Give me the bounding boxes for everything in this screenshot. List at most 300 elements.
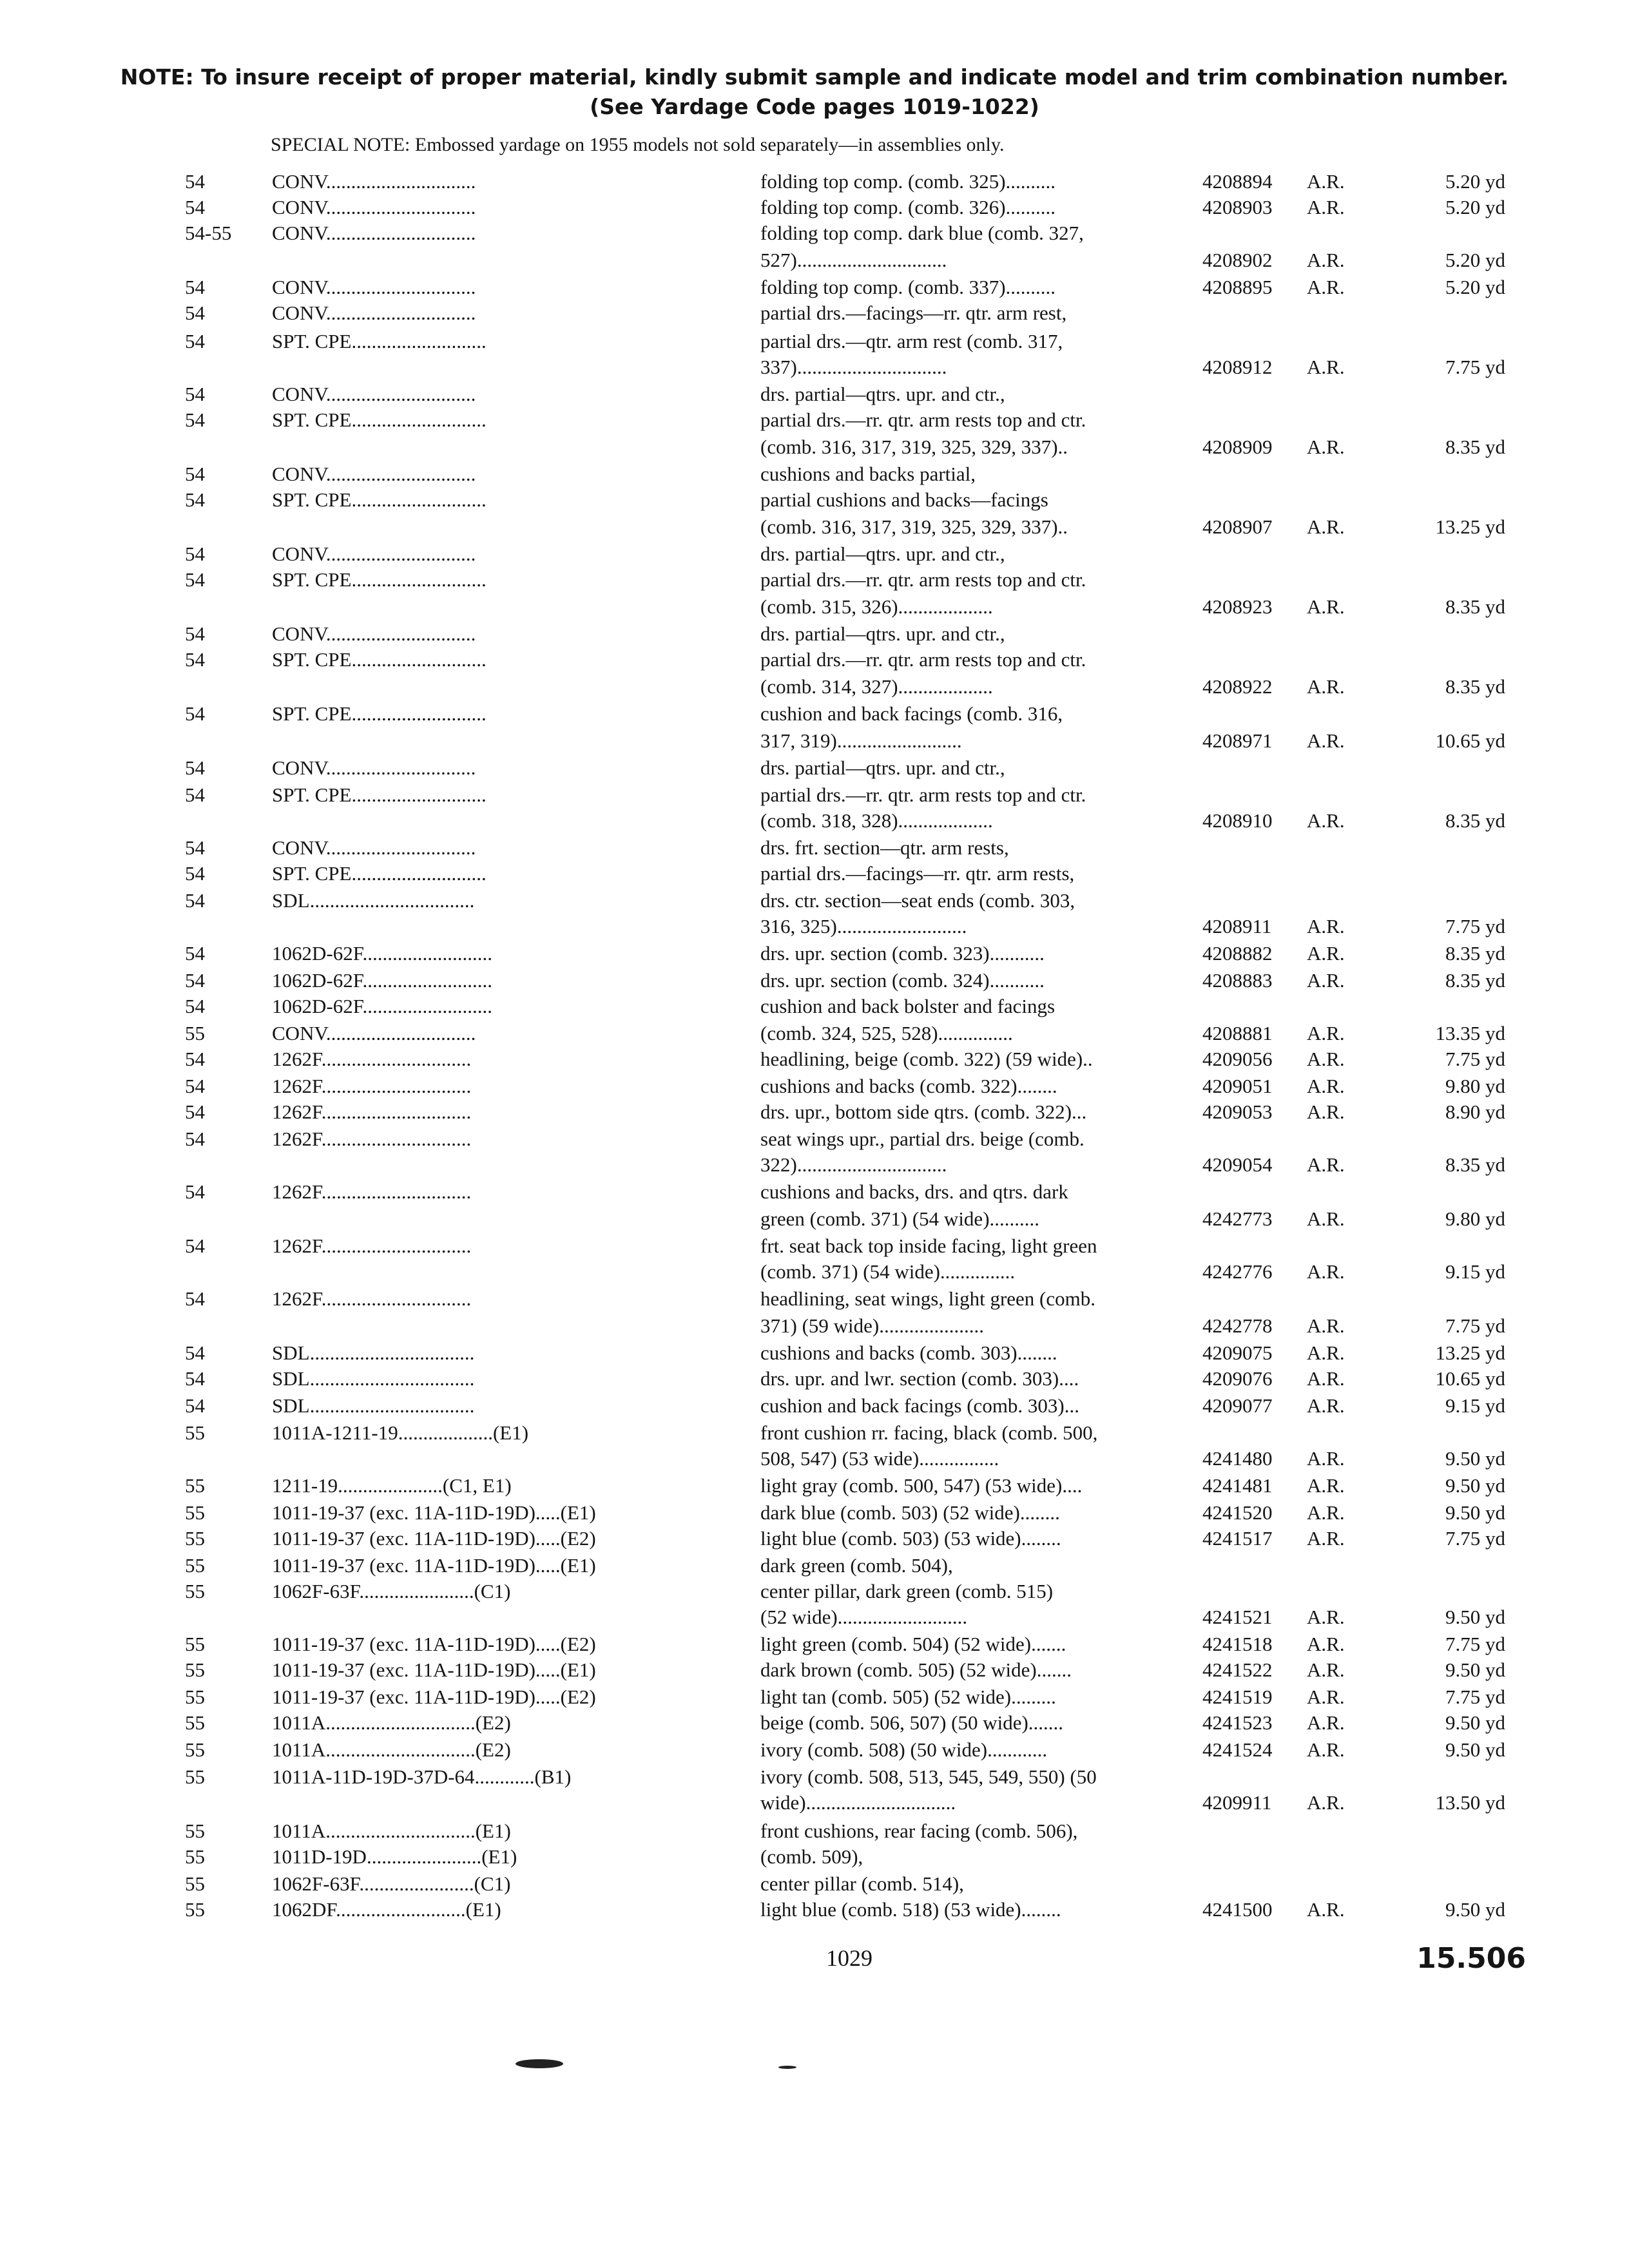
part-number-cell: 4241520 <box>1202 1501 1273 1524</box>
description-cell: beige (comb. 506, 507) (50 wide)....... <box>760 1711 1064 1734</box>
yardage-cell: 8.35 yd <box>1445 969 1505 992</box>
model-cell: SPT. CPE........................... <box>272 648 487 671</box>
model-cell: 1262F.............................. <box>272 1235 472 1257</box>
part-number-cell: 4208910 <box>1202 809 1273 832</box>
quantity-cell: A.R. <box>1307 1048 1345 1070</box>
part-number-cell: 4208909 <box>1202 436 1273 458</box>
quantity-cell: A.R. <box>1307 1153 1345 1176</box>
table-row <box>0 1286 1629 1312</box>
year-cell: 55 <box>185 1898 205 1921</box>
part-number-cell: 4241480 <box>1202 1447 1273 1470</box>
description-cell: center pillar, dark green (comb. 515) <box>760 1580 1054 1602</box>
model-cell: 1011-19-37 (exc. 11A-11D-19D).....(E1) <box>272 1554 596 1577</box>
table-row <box>0 755 1629 781</box>
part-number-cell: 4209077 <box>1202 1394 1273 1417</box>
description-cell: cushions and backs (comb. 303)........ <box>760 1341 1057 1364</box>
table-row <box>0 461 1629 487</box>
model-cell: 1211-19.....................(C1, E1) <box>272 1474 512 1497</box>
quantity-cell: A.R. <box>1307 1207 1345 1230</box>
year-cell: 54 <box>185 276 205 298</box>
table-row <box>0 1604 1629 1630</box>
model-cell: CONV.............................. <box>272 836 476 859</box>
table-row <box>0 782 1629 808</box>
quantity-cell: A.R. <box>1307 1658 1345 1681</box>
table-row <box>0 1818 1629 1844</box>
year-cell: 55 <box>185 1580 205 1602</box>
description-cell: folding top comp. (comb. 325).......... <box>760 170 1056 193</box>
quantity-cell: A.R. <box>1307 1738 1345 1761</box>
year-cell: 54 <box>185 330 205 352</box>
yardage-cell: 9.50 yd <box>1445 1474 1505 1497</box>
yardage-cell: 7.75 yd <box>1445 1048 1505 1070</box>
description-cell: cushion and back facings (comb. 303)... <box>760 1394 1080 1417</box>
yardage-cell: 7.75 yd <box>1445 1527 1505 1550</box>
table-row <box>0 728 1629 754</box>
description-cell: (52 wide).......................... <box>760 1606 968 1628</box>
model-cell: 1062F-63F.......................(C1) <box>272 1872 511 1895</box>
model-cell: CONV.............................. <box>272 276 476 298</box>
quantity-cell: A.R. <box>1307 1633 1345 1655</box>
description-cell: 316, 325).......................... <box>760 915 967 937</box>
description-cell: partial drs.—rr. qtr. arm rests top and ctr. <box>760 648 1086 671</box>
model-cell: 1062D-62F.......................... <box>272 969 492 992</box>
description-cell: light tan (comb. 505) (52 wide)......... <box>760 1686 1056 1708</box>
yardage-cell: 9.80 yd <box>1445 1207 1505 1230</box>
description-cell: (comb. 316, 317, 319, 325, 329, 337).. <box>760 515 1068 538</box>
year-cell: 54 <box>185 1287 205 1310</box>
year-cell: 54 <box>185 889 205 912</box>
part-number-cell: 4209051 <box>1202 1075 1273 1097</box>
description-cell: folding top comp. (comb. 337).......... <box>760 276 1056 298</box>
description-cell: drs. partial—qtrs. upr. and ctr., <box>760 756 1005 779</box>
model-cell: 1011A-1211-19...................(E1) <box>272 1421 529 1444</box>
part-number-cell: 4208895 <box>1202 276 1273 298</box>
year-cell: 55 <box>185 1501 205 1524</box>
part-number-cell: 4208902 <box>1202 249 1273 271</box>
year-cell: 54 <box>185 1180 205 1203</box>
model-cell: CONV.............................. <box>272 622 476 645</box>
table-row <box>0 674 1629 700</box>
part-number-cell: 4208923 <box>1202 595 1273 618</box>
year-cell: 54 <box>185 942 205 965</box>
quantity-cell: A.R. <box>1307 1341 1345 1364</box>
description-cell: dark green (comb. 504), <box>760 1554 953 1577</box>
year-cell: 55 <box>185 1711 205 1734</box>
description-cell: cushions and backs partial, <box>760 463 976 485</box>
year-cell: 55 <box>185 1527 205 1550</box>
model-cell: 1011A..............................(E2) <box>272 1711 511 1734</box>
page-number: 1029 <box>826 1945 872 1971</box>
quantity-cell: A.R. <box>1307 356 1345 378</box>
table-row <box>0 195 1629 220</box>
table-row <box>0 1393 1629 1419</box>
year-cell: 54 <box>185 1394 205 1417</box>
table-row <box>0 541 1629 567</box>
description-cell: front cushions, rear facing (comb. 506), <box>760 1820 1078 1842</box>
part-number-cell: 4242773 <box>1202 1207 1273 1230</box>
description-cell: 508, 547) (53 wide)................ <box>760 1447 999 1470</box>
description-cell: drs. upr., bottom side qtrs. (comb. 322)... <box>760 1100 1087 1123</box>
description-cell: light blue (comb. 503) (53 wide)........ <box>760 1527 1061 1550</box>
table-row <box>0 914 1629 939</box>
description-cell: partial drs.—qtr. arm rest (comb. 317, <box>760 330 1063 352</box>
description-cell: drs. partial—qtrs. upr. and ctr., <box>760 543 1005 565</box>
part-number-cell: 4208903 <box>1202 196 1273 218</box>
part-number-cell: 4208883 <box>1202 969 1273 992</box>
table-row <box>0 169 1629 195</box>
description-cell: ivory (comb. 508, 513, 545, 549, 550) (50 <box>760 1765 1097 1788</box>
description-cell: folding top comp. (comb. 326).......... <box>760 196 1056 218</box>
table-row <box>0 594 1629 620</box>
description-cell: partial drs.—rr. qtr. arm rests top and ctr. <box>760 568 1086 591</box>
yardage-cell: 8.35 yd <box>1445 809 1505 832</box>
yardage-cell: 13.35 yd <box>1435 1022 1505 1044</box>
table-row <box>0 1526 1629 1552</box>
part-number-cell: 4209075 <box>1202 1341 1273 1364</box>
part-number-cell: 4208912 <box>1202 356 1273 378</box>
model-cell: CONV.............................. <box>272 383 476 405</box>
year-cell: 55 <box>185 1765 205 1788</box>
description-cell: partial drs.—facings—rr. qtr. arm rests, <box>760 862 1075 885</box>
model-cell: 1262F.............................. <box>272 1048 472 1070</box>
model-cell: SPT. CPE........................... <box>272 783 487 806</box>
note-line-2: (See Yardage Code pages 1019-1022) <box>590 94 1039 119</box>
year-cell: 54 <box>185 756 205 779</box>
table-row <box>0 247 1629 273</box>
quantity-cell: A.R. <box>1307 515 1345 538</box>
yardage-cell: 9.15 yd <box>1445 1394 1505 1417</box>
description-cell: (comb. 324, 525, 528)............... <box>760 1022 1013 1044</box>
description-cell: ivory (comb. 508) (50 wide)............ <box>760 1738 1048 1761</box>
description-cell: cushion and back facings (comb. 316, <box>760 702 1063 725</box>
model-cell: SDL................................. <box>272 889 475 912</box>
table-row <box>0 994 1629 1019</box>
description-cell: (comb. 314, 327)................... <box>760 675 993 698</box>
year-cell: 55 <box>185 1872 205 1895</box>
table-row <box>0 808 1629 834</box>
description-cell: frt. seat back top inside facing, light green <box>760 1235 1097 1257</box>
model-cell: 1011-19-37 (exc. 11A-11D-19D).....(E2) <box>272 1686 596 1708</box>
quantity-cell: A.R. <box>1307 196 1345 218</box>
yardage-cell: 10.65 yd <box>1435 729 1505 752</box>
table-row <box>0 621 1629 647</box>
model-cell: 1011A..............................(E1) <box>272 1820 511 1842</box>
year-cell: 54 <box>185 302 205 324</box>
yardage-cell: 8.90 yd <box>1445 1100 1505 1123</box>
description-cell: drs. upr. section (comb. 324)........... <box>760 969 1045 992</box>
year-cell: 54 <box>185 463 205 485</box>
table-row <box>0 1500 1629 1526</box>
year-cell: 54 <box>185 170 205 193</box>
quantity-cell: A.R. <box>1307 1075 1345 1097</box>
description-cell: seat wings upr., partial drs. beige (comb. <box>760 1128 1084 1150</box>
model-cell: 1062D-62F.......................... <box>272 942 492 965</box>
scan-mark <box>516 2059 563 2068</box>
year-cell: 55 <box>185 1474 205 1497</box>
model-cell: 1262F.............................. <box>272 1128 472 1150</box>
part-number-cell: 4241524 <box>1202 1738 1273 1761</box>
part-number-cell: 4241519 <box>1202 1686 1273 1708</box>
year-cell: 54 <box>185 488 205 511</box>
model-cell: SPT. CPE........................... <box>272 862 487 885</box>
yardage-cell: 7.75 yd <box>1445 1633 1505 1655</box>
quantity-cell: A.R. <box>1307 1314 1345 1337</box>
year-cell: 54 <box>185 1128 205 1150</box>
quantity-cell: A.R. <box>1307 1686 1345 1708</box>
description-cell: 371) (59 wide)..................... <box>760 1314 984 1337</box>
description-cell: 527).............................. <box>760 249 947 271</box>
part-number-cell: 4209911 <box>1202 1791 1272 1814</box>
table-row <box>0 968 1629 994</box>
model-cell: 1262F.............................. <box>272 1100 472 1123</box>
description-cell: (comb. 509), <box>760 1845 863 1868</box>
description-cell: drs. partial—qtrs. upr. and ctr., <box>760 383 1005 405</box>
model-cell: 1262F.............................. <box>272 1287 472 1310</box>
part-number-cell: 4208894 <box>1202 170 1273 193</box>
yardage-cell: 9.50 yd <box>1445 1447 1505 1470</box>
quantity-cell: A.R. <box>1307 729 1345 752</box>
table-row <box>0 1446 1629 1472</box>
table-row <box>0 1259 1629 1285</box>
model-cell: 1262F.............................. <box>272 1180 472 1203</box>
table-row <box>0 354 1629 380</box>
part-number-cell: 4241522 <box>1202 1658 1273 1681</box>
quantity-cell: A.R. <box>1307 1022 1345 1044</box>
part-number-cell: 4209076 <box>1202 1367 1273 1390</box>
quantity-cell: A.R. <box>1307 675 1345 698</box>
description-cell: drs. ctr. section—seat ends (comb. 303, <box>760 889 1075 912</box>
quantity-cell: A.R. <box>1307 1711 1345 1734</box>
year-cell: 55 <box>185 1686 205 1708</box>
description-cell: cushions and backs, drs. and qtrs. dark <box>760 1180 1068 1203</box>
table-row <box>0 1710 1629 1736</box>
part-number-cell: 4209054 <box>1202 1153 1273 1176</box>
model-cell: 1062DF..........................(E1) <box>272 1898 501 1921</box>
yardage-cell: 5.20 yd <box>1445 170 1505 193</box>
table-row <box>0 300 1629 326</box>
description-cell: 337).............................. <box>760 356 947 378</box>
description-cell: partial drs.—rr. qtr. arm rests top and ctr. <box>760 783 1086 806</box>
model-cell: CONV.............................. <box>272 756 476 779</box>
year-cell: 54 <box>185 543 205 565</box>
table-row <box>0 1579 1629 1604</box>
description-cell: light blue (comb. 518) (53 wide)........ <box>760 1898 1061 1921</box>
quantity-cell: A.R. <box>1307 809 1345 832</box>
year-cell: 55 <box>185 1658 205 1681</box>
model-cell: CONV.............................. <box>272 302 476 324</box>
quantity-cell: A.R. <box>1307 1791 1345 1814</box>
model-cell: 1011-19-37 (exc. 11A-11D-19D).....(E2) <box>272 1633 596 1655</box>
year-cell: 54 <box>185 568 205 591</box>
yardage-cell: 10.65 yd <box>1435 1367 1505 1390</box>
model-cell: SPT. CPE........................... <box>272 330 487 352</box>
description-cell: light green (comb. 504) (52 wide)....... <box>760 1633 1066 1655</box>
year-cell: 54 <box>185 862 205 885</box>
description-cell: (comb. 315, 326)................... <box>760 595 993 618</box>
model-cell: CONV.............................. <box>272 222 476 244</box>
description-cell: dark brown (comb. 505) (52 wide)....... <box>760 1658 1072 1681</box>
model-cell: CONV.............................. <box>272 463 476 485</box>
year-cell: 55 <box>185 1022 205 1044</box>
table-row <box>0 1099 1629 1125</box>
description-cell: folding top comp. dark blue (comb. 327, <box>760 222 1084 244</box>
quantity-cell: A.R. <box>1307 276 1345 298</box>
table-row <box>0 888 1629 914</box>
model-cell: SDL................................. <box>272 1367 475 1390</box>
quantity-cell: A.R. <box>1307 1367 1345 1390</box>
quantity-cell: A.R. <box>1307 942 1345 965</box>
table-row <box>0 1790 1629 1816</box>
note-line-1: NOTE: To insure receipt of proper material, kindly submit sample and indicate model and trim combination number. <box>120 64 1509 90</box>
yardage-cell: 8.35 yd <box>1445 942 1505 965</box>
part-number-cell: 4241523 <box>1202 1711 1273 1734</box>
quantity-cell: A.R. <box>1307 1501 1345 1524</box>
section-number: 15.506 <box>1416 1942 1526 1975</box>
part-number-cell: 4208907 <box>1202 515 1273 538</box>
table-row <box>0 701 1629 727</box>
quantity-cell: A.R. <box>1307 1606 1345 1628</box>
table-row <box>0 1473 1629 1499</box>
model-cell: 1062F-63F.......................(C1) <box>272 1580 511 1602</box>
quantity-cell: A.R. <box>1307 1898 1345 1921</box>
description-cell: dark blue (comb. 503) (52 wide)........ <box>760 1501 1060 1524</box>
table-row <box>0 1046 1629 1072</box>
table-row <box>0 1366 1629 1392</box>
model-cell: 1062D-62F.......................... <box>272 995 492 1017</box>
quantity-cell: A.R. <box>1307 1394 1345 1417</box>
table-row <box>0 220 1629 246</box>
table-row <box>0 1021 1629 1046</box>
quantity-cell: A.R. <box>1307 595 1345 618</box>
table-row <box>0 1684 1629 1710</box>
quantity-cell: A.R. <box>1307 436 1345 458</box>
table-row <box>0 1340 1629 1366</box>
year-cell: 55 <box>185 1845 205 1868</box>
description-cell: (comb. 371) (54 wide)............... <box>760 1260 1016 1283</box>
table-row <box>0 1126 1629 1152</box>
description-cell: front cushion rr. facing, black (comb. 500, <box>760 1421 1098 1444</box>
model-cell: SPT. CPE........................... <box>272 568 487 591</box>
model-cell: 1011-19-37 (exc. 11A-11D-19D).....(E2) <box>272 1527 596 1550</box>
year-cell: 54 <box>185 783 205 806</box>
year-cell: 54 <box>185 622 205 645</box>
description-cell: partial cushions and backs—facings <box>760 488 1048 511</box>
description-cell: light gray (comb. 500, 547) (53 wide).... <box>760 1474 1083 1497</box>
model-cell: 1011-19-37 (exc. 11A-11D-19D).....(E1) <box>272 1658 596 1681</box>
table-row <box>0 329 1629 354</box>
part-number-cell: 4209056 <box>1202 1048 1273 1070</box>
model-cell: CONV.............................. <box>272 1022 476 1044</box>
model-cell: CONV.............................. <box>272 196 476 218</box>
part-number-cell: 4241481 <box>1202 1474 1273 1497</box>
quantity-cell: A.R. <box>1307 1527 1345 1550</box>
year-cell: 54 <box>185 969 205 992</box>
table-row <box>0 1631 1629 1657</box>
model-cell: 1011A-11D-19D-37D-64............(B1) <box>272 1765 572 1788</box>
part-number-cell: 4241518 <box>1202 1633 1273 1655</box>
quantity-cell: A.R. <box>1307 1260 1345 1283</box>
year-cell: 54 <box>185 1341 205 1364</box>
part-number-cell: 4208971 <box>1202 729 1273 752</box>
yardage-cell: 9.50 yd <box>1445 1658 1505 1681</box>
yardage-cell: 7.75 yd <box>1445 1314 1505 1337</box>
table-row <box>0 1871 1629 1897</box>
yardage-cell: 5.20 yd <box>1445 249 1505 271</box>
description-cell: green (comb. 371) (54 wide).......... <box>760 1207 1040 1230</box>
year-cell: 54-55 <box>185 222 232 244</box>
description-cell: headlining, beige (comb. 322) (59 wide).. <box>760 1048 1093 1070</box>
yardage-cell: 8.35 yd <box>1445 595 1505 618</box>
yardage-cell: 9.50 yd <box>1445 1711 1505 1734</box>
description-cell: partial drs.—facings—rr. qtr. arm rest, <box>760 302 1067 324</box>
table-row <box>0 487 1629 513</box>
part-number-cell: 4209053 <box>1202 1100 1273 1123</box>
model-cell: 1262F.............................. <box>272 1075 472 1097</box>
description-cell: cushions and backs (comb. 322)........ <box>760 1075 1057 1097</box>
yardage-cell: 9.15 yd <box>1445 1260 1505 1283</box>
quantity-cell: A.R. <box>1307 1100 1345 1123</box>
year-cell: 54 <box>185 1100 205 1123</box>
yardage-cell: 8.35 yd <box>1445 436 1505 458</box>
description-cell: center pillar (comb. 514), <box>760 1872 964 1895</box>
table-row <box>0 835 1629 861</box>
description-cell: drs. upr. section (comb. 323)........... <box>760 942 1045 965</box>
quantity-cell: A.R. <box>1307 170 1345 193</box>
scan-mark <box>778 2066 796 2069</box>
part-number-cell: 4242778 <box>1202 1314 1273 1337</box>
yardage-cell: 7.75 yd <box>1445 915 1505 937</box>
year-cell: 54 <box>185 1367 205 1390</box>
table-row <box>0 1206 1629 1232</box>
table-row <box>0 1152 1629 1178</box>
part-number-cell: 4208922 <box>1202 675 1273 698</box>
special-note: SPECIAL NOTE: Embossed yardage on 1955 models not sold separately—in assemblies only. <box>271 134 1005 155</box>
table-row <box>0 514 1629 540</box>
table-row <box>0 1179 1629 1205</box>
table-row <box>0 861 1629 887</box>
description-cell: drs. frt. section—qtr. arm rests, <box>760 836 1009 859</box>
model-cell: 1011A..............................(E2) <box>272 1738 511 1761</box>
year-cell: 54 <box>185 1048 205 1070</box>
part-number-cell: 4241500 <box>1202 1898 1273 1921</box>
description-cell: wide).............................. <box>760 1791 956 1814</box>
yardage-cell: 9.50 yd <box>1445 1606 1505 1628</box>
yardage-cell: 9.50 yd <box>1445 1738 1505 1761</box>
description-cell: partial drs.—rr. qtr. arm rests top and ctr. <box>760 408 1086 431</box>
year-cell: 54 <box>185 995 205 1017</box>
description-cell: headlining, seat wings, light green (comb. <box>760 1287 1095 1310</box>
model-cell: SPT. CPE........................... <box>272 408 487 431</box>
yardage-cell: 13.25 yd <box>1435 515 1505 538</box>
description-cell: drs. upr. and lwr. section (comb. 303).... <box>760 1367 1079 1390</box>
quantity-cell: A.R. <box>1307 1474 1345 1497</box>
yardage-cell: 9.50 yd <box>1445 1501 1505 1524</box>
year-cell: 55 <box>185 1820 205 1842</box>
table-row <box>0 941 1629 966</box>
table-row <box>0 1844 1629 1870</box>
model-cell: SDL................................. <box>272 1341 475 1364</box>
part-number-cell: 4242776 <box>1202 1260 1273 1283</box>
model-cell: CONV.............................. <box>272 170 476 193</box>
table-row <box>0 1233 1629 1259</box>
part-number-cell: 4208881 <box>1202 1022 1273 1044</box>
quantity-cell: A.R. <box>1307 915 1345 937</box>
year-cell: 54 <box>185 383 205 405</box>
table-row <box>0 1657 1629 1683</box>
year-cell: 54 <box>185 648 205 671</box>
yardage-cell: 9.50 yd <box>1445 1898 1505 1921</box>
part-number-cell: 4208882 <box>1202 942 1273 965</box>
